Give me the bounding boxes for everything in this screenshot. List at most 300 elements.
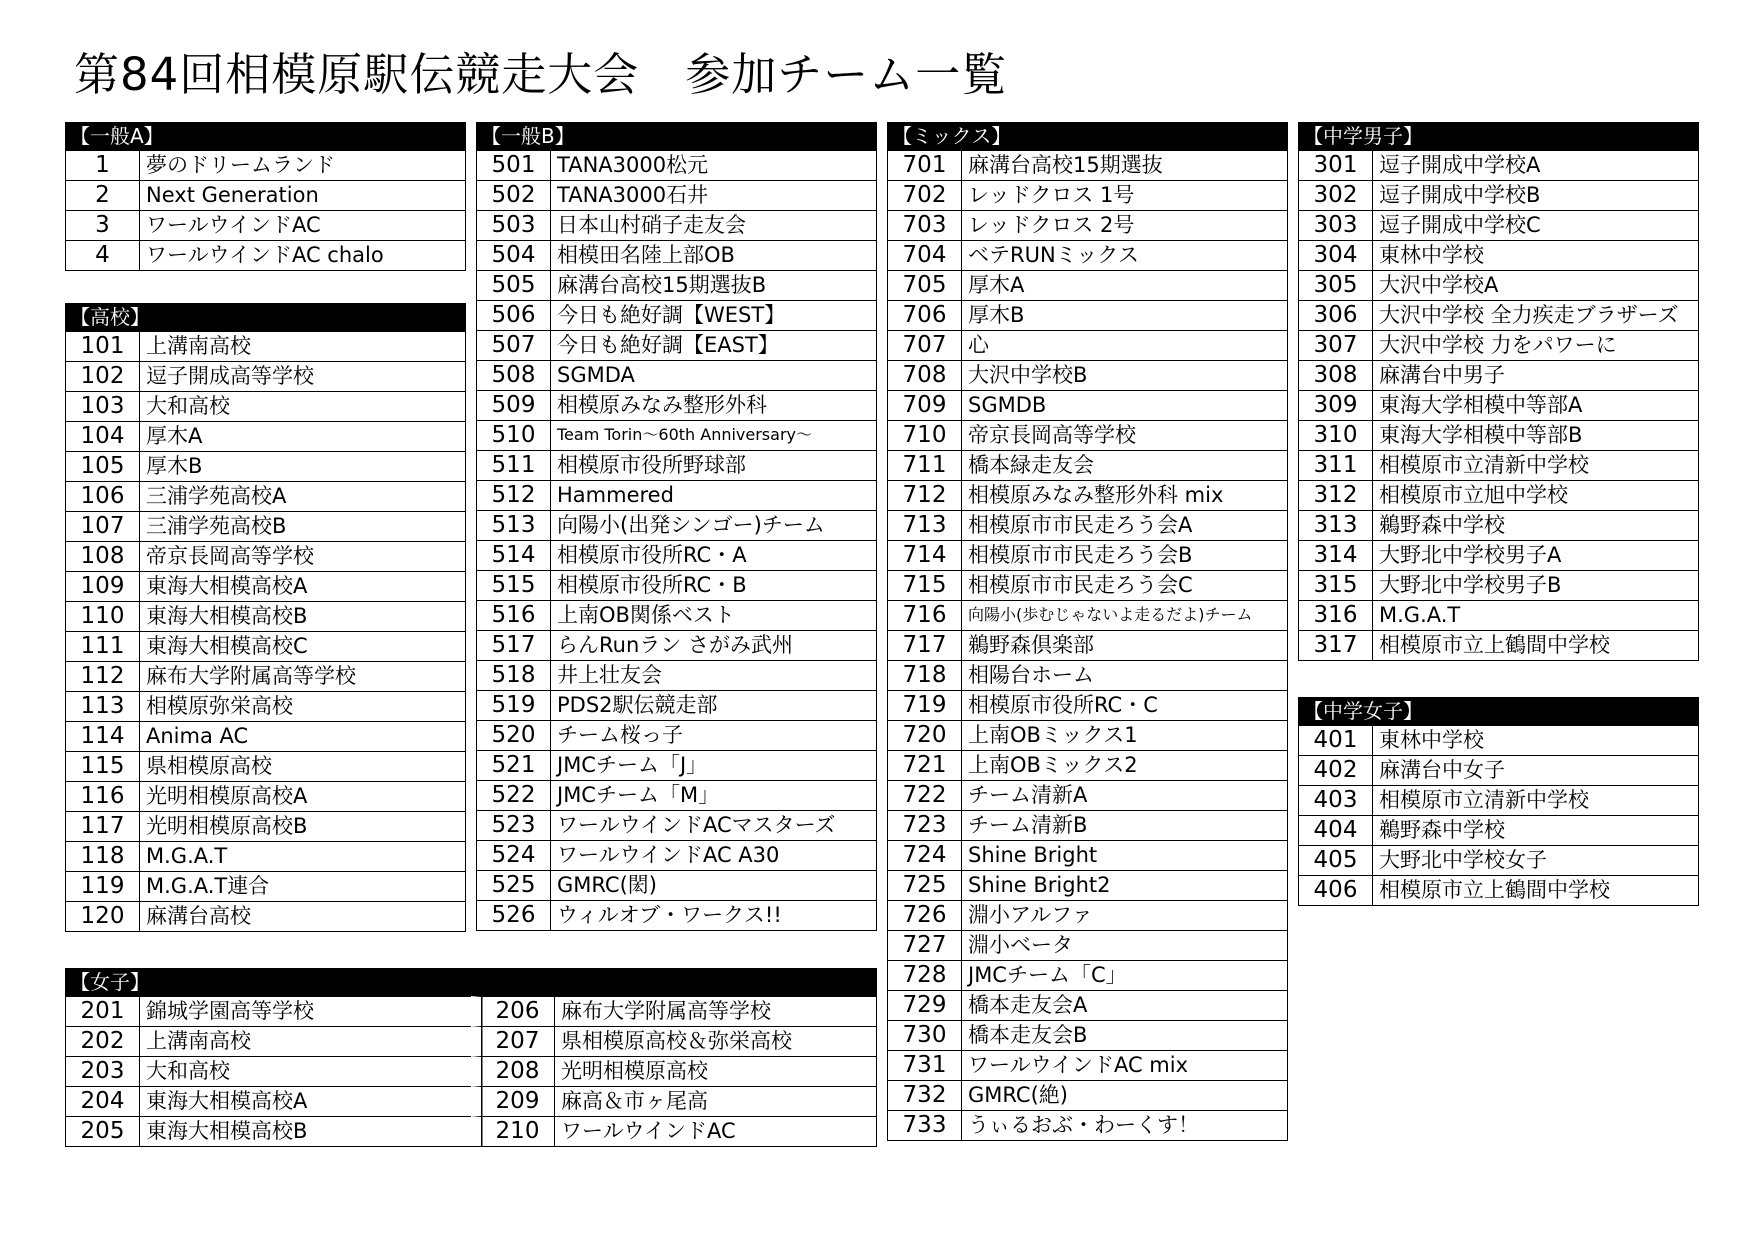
team-number: 515 xyxy=(477,571,551,600)
team-row xyxy=(888,150,1287,180)
team-number: 102 xyxy=(66,362,140,391)
team-row xyxy=(888,750,1287,780)
team-number: 111 xyxy=(66,632,140,661)
team-number: 104 xyxy=(66,422,140,451)
team-row xyxy=(477,180,876,210)
team-number: 712 xyxy=(888,481,962,510)
team-number: 505 xyxy=(477,271,551,300)
team-row xyxy=(66,1056,471,1086)
section-header: 【中学女子】 xyxy=(1299,698,1698,725)
team-row xyxy=(66,210,465,240)
team-name: 相模原市立上鶴間中学校 xyxy=(1379,878,1610,902)
team-row xyxy=(888,930,1287,960)
team-row xyxy=(477,270,876,300)
team-name: 橋本緑走友会 xyxy=(968,453,1094,477)
team-number: 201 xyxy=(66,997,140,1026)
team-row xyxy=(1299,210,1698,240)
team-number: 508 xyxy=(477,361,551,390)
team-number: 119 xyxy=(66,872,140,901)
team-row xyxy=(1299,270,1698,300)
team-name: 県相模原高校 xyxy=(146,754,272,778)
team-name: 相模原市市民走ろう会C xyxy=(968,573,1193,597)
team-number: 209 xyxy=(481,1087,555,1116)
team-name: 相陽台ホーム xyxy=(968,663,1094,687)
team-number: 302 xyxy=(1299,181,1373,210)
team-name: JMCチーム「M」 xyxy=(557,783,720,807)
team-name: 向陽小(出発シンゴー)チーム xyxy=(557,513,825,537)
section-mix xyxy=(887,122,1288,1141)
team-name: 大野北中学校女子 xyxy=(1379,848,1547,872)
team-row xyxy=(1299,785,1698,815)
section-header: 【中学男子】 xyxy=(1299,123,1698,150)
team-number: 713 xyxy=(888,511,962,540)
team-row xyxy=(477,300,876,330)
team-number: 711 xyxy=(888,451,962,480)
team-row xyxy=(477,570,876,600)
team-name: Hammered xyxy=(557,483,674,507)
team-number: 3 xyxy=(66,211,140,240)
team-name: レッドクロス 2号 xyxy=(968,213,1135,237)
team-name: チーム桜っ子 xyxy=(557,723,683,747)
team-row xyxy=(66,1116,471,1146)
team-row xyxy=(888,1020,1287,1050)
team-name: 逗子開成中学校B xyxy=(1379,183,1541,207)
team-name: 鵜野森倶楽部 xyxy=(968,633,1094,657)
team-number: 722 xyxy=(888,781,962,810)
section-joshi xyxy=(65,968,877,1147)
team-row xyxy=(1299,600,1698,630)
team-name: 東海大相模高校A xyxy=(146,1089,308,1113)
team-row xyxy=(888,1050,1287,1080)
team-name: GMRC(閎) xyxy=(557,873,657,897)
team-number: 729 xyxy=(888,991,962,1020)
team-row xyxy=(477,900,876,930)
team-number: 710 xyxy=(888,421,962,450)
team-name: チーム清新A xyxy=(968,783,1088,807)
team-number: 110 xyxy=(66,602,140,631)
team-name: 相模原市立旭中学校 xyxy=(1379,483,1568,507)
team-name: 逗子開成高等学校 xyxy=(146,364,314,388)
team-number: 524 xyxy=(477,841,551,870)
team-row xyxy=(477,690,876,720)
team-number: 118 xyxy=(66,842,140,871)
team-row xyxy=(1299,420,1698,450)
team-row xyxy=(888,420,1287,450)
team-row xyxy=(66,451,465,481)
team-number: 506 xyxy=(477,301,551,330)
team-name: 東海大学相模中等部A xyxy=(1379,393,1583,417)
team-name: 上南OBミックス2 xyxy=(968,753,1138,777)
team-name: 相模原市立清新中学校 xyxy=(1379,788,1589,812)
team-number: 517 xyxy=(477,631,551,660)
team-number: 702 xyxy=(888,181,962,210)
team-number: 714 xyxy=(888,541,962,570)
team-name: 向陽小(歩むじゃないよ走るだよ)チーム xyxy=(968,605,1253,624)
team-number: 724 xyxy=(888,841,962,870)
team-name: 相模原市立清新中学校 xyxy=(1379,453,1589,477)
team-name: 麻溝台高校 xyxy=(146,904,251,928)
section-chugaku-joshi xyxy=(1298,697,1699,906)
team-row xyxy=(471,1056,876,1086)
team-row xyxy=(1299,570,1698,600)
team-row xyxy=(888,390,1287,420)
team-number: 725 xyxy=(888,871,962,900)
team-name: 夢のドリームランド xyxy=(146,153,335,177)
team-number: 208 xyxy=(481,1057,555,1086)
team-number: 108 xyxy=(66,542,140,571)
team-number: 512 xyxy=(477,481,551,510)
team-number: 106 xyxy=(66,482,140,511)
team-number: 727 xyxy=(888,931,962,960)
team-name: ワールウインドAC mix xyxy=(968,1053,1189,1077)
team-number: 501 xyxy=(477,151,551,180)
team-row xyxy=(888,510,1287,540)
team-row xyxy=(888,450,1287,480)
team-row xyxy=(888,1110,1287,1140)
team-row xyxy=(1299,845,1698,875)
team-row xyxy=(66,240,465,270)
team-name: 相模原市役所野球部 xyxy=(557,453,746,477)
team-row xyxy=(66,751,465,781)
section-ippan-b xyxy=(476,122,877,931)
team-number: 708 xyxy=(888,361,962,390)
team-name: 東林中学校 xyxy=(1379,243,1484,267)
team-name: 光明相模原高校A xyxy=(146,784,308,808)
team-row xyxy=(66,361,465,391)
team-name: 帝京長岡高等学校 xyxy=(968,423,1136,447)
team-name: 淵小アルファ xyxy=(968,903,1093,927)
team-number: 704 xyxy=(888,241,962,270)
team-number: 404 xyxy=(1299,816,1373,845)
team-name: Team Torin～60th Anniversary～ xyxy=(557,425,812,444)
team-name: 東海大相模高校C xyxy=(146,634,308,658)
team-name: 麻高＆市ヶ尾高 xyxy=(561,1089,708,1113)
team-name: 東林中学校 xyxy=(1379,728,1484,752)
team-number: 313 xyxy=(1299,511,1373,540)
team-row xyxy=(1299,875,1698,905)
team-number: 509 xyxy=(477,391,551,420)
team-row xyxy=(471,1116,876,1146)
team-number: 723 xyxy=(888,811,962,840)
section-header: 【一般B】 xyxy=(477,123,876,150)
team-name: 大野北中学校男子B xyxy=(1379,573,1562,597)
team-row xyxy=(888,210,1287,240)
team-number: 731 xyxy=(888,1051,962,1080)
team-number: 701 xyxy=(888,151,962,180)
team-name: 日本山村硝子走友会 xyxy=(557,213,746,237)
team-name: 橋本走友会A xyxy=(968,993,1088,1017)
team-name: M.G.A.T xyxy=(146,844,228,868)
team-row xyxy=(888,810,1287,840)
team-name: M.G.A.T連合 xyxy=(146,874,270,898)
team-row xyxy=(888,570,1287,600)
team-name: JMCチーム「C」 xyxy=(968,963,1127,987)
team-row xyxy=(477,810,876,840)
team-number: 120 xyxy=(66,902,140,931)
team-row xyxy=(888,600,1287,630)
team-number: 116 xyxy=(66,782,140,811)
team-name: 厚木A xyxy=(968,273,1025,297)
team-name: 麻溝台高校15期選抜B xyxy=(557,273,767,297)
team-number: 510 xyxy=(477,421,551,450)
team-row xyxy=(66,901,465,931)
team-number: 207 xyxy=(481,1027,555,1056)
team-row xyxy=(66,331,465,361)
team-row xyxy=(477,600,876,630)
team-name: 大野北中学校男子A xyxy=(1379,543,1562,567)
team-row xyxy=(477,210,876,240)
team-row xyxy=(477,480,876,510)
team-number: 2 xyxy=(66,181,140,210)
team-number: 308 xyxy=(1299,361,1373,390)
team-row xyxy=(888,690,1287,720)
team-number: 105 xyxy=(66,452,140,481)
team-name: 麻溝台中女子 xyxy=(1379,758,1505,782)
team-row xyxy=(66,871,465,901)
team-row xyxy=(1299,630,1698,660)
team-number: 4 xyxy=(66,241,140,270)
team-number: 305 xyxy=(1299,271,1373,300)
team-row xyxy=(66,721,465,751)
team-row xyxy=(477,750,876,780)
team-row xyxy=(1299,450,1698,480)
team-name: 県相模原高校＆弥栄高校 xyxy=(561,1029,792,1053)
team-row xyxy=(888,1080,1287,1110)
team-row xyxy=(477,840,876,870)
team-row xyxy=(1299,390,1698,420)
team-row xyxy=(1299,480,1698,510)
team-name: らんRunラン さがみ武州 xyxy=(557,633,793,657)
team-name: TANA3000松元 xyxy=(557,153,709,177)
team-name: Anima AC xyxy=(146,724,249,748)
team-row xyxy=(888,990,1287,1020)
section-chugaku-danshi xyxy=(1298,122,1699,661)
team-name: 東海大相模高校B xyxy=(146,604,308,628)
team-number: 101 xyxy=(66,332,140,361)
team-name: 麻布大学附属高等学校 xyxy=(561,999,771,1023)
team-row xyxy=(471,1026,876,1056)
team-number: 715 xyxy=(888,571,962,600)
team-row xyxy=(66,1086,471,1116)
team-row xyxy=(888,270,1287,300)
team-name: PDS2駅伝競走部 xyxy=(557,693,718,717)
team-name: SGMDA xyxy=(557,363,635,387)
team-row xyxy=(888,630,1287,660)
team-number: 117 xyxy=(66,812,140,841)
team-name: 錦城学園高等学校 xyxy=(146,999,314,1023)
team-number: 316 xyxy=(1299,601,1373,630)
team-number: 514 xyxy=(477,541,551,570)
team-number: 726 xyxy=(888,901,962,930)
team-number: 518 xyxy=(477,661,551,690)
team-name: ワールウインドAC xyxy=(561,1119,736,1143)
team-name: 相模原市役所RC・B xyxy=(557,573,747,597)
team-name: 三浦学苑高校A xyxy=(146,484,287,508)
team-row xyxy=(1299,240,1698,270)
team-name: JMCチーム「J」 xyxy=(557,753,708,777)
team-row xyxy=(66,601,465,631)
team-name: うぃるおぶ・わーくす！ xyxy=(968,1113,1199,1137)
team-row xyxy=(66,481,465,511)
team-name: 相模田名陸上部OB xyxy=(557,243,735,267)
team-name: 上溝南高校 xyxy=(146,334,251,358)
team-name: 井上壮友会 xyxy=(557,663,662,687)
team-number: 309 xyxy=(1299,391,1373,420)
team-name: 相模原市役所RC・C xyxy=(968,693,1158,717)
team-number: 205 xyxy=(66,1117,140,1146)
team-name: M.G.A.T xyxy=(1379,603,1461,627)
team-name: 大和高校 xyxy=(146,394,230,418)
team-name: SGMDB xyxy=(968,393,1047,417)
team-name: 鵜野森中学校 xyxy=(1379,513,1505,537)
team-row xyxy=(1299,510,1698,540)
team-row xyxy=(477,150,876,180)
team-row xyxy=(66,691,465,721)
team-name: 大沢中学校B xyxy=(968,363,1088,387)
team-row xyxy=(477,240,876,270)
team-number: 109 xyxy=(66,572,140,601)
team-number: 210 xyxy=(481,1117,555,1146)
team-number: 317 xyxy=(1299,631,1373,660)
team-number: 721 xyxy=(888,751,962,780)
team-row xyxy=(477,390,876,420)
team-name: 大沢中学校A xyxy=(1379,273,1499,297)
team-number: 303 xyxy=(1299,211,1373,240)
team-name: 逗子開成中学校C xyxy=(1379,213,1541,237)
team-number: 716 xyxy=(888,601,962,630)
team-row xyxy=(477,660,876,690)
team-name: Shine Bright2 xyxy=(968,873,1111,897)
team-name: ワールウインドAC chalo xyxy=(146,243,384,267)
team-name: 麻布大学附属高等学校 xyxy=(146,664,356,688)
team-row xyxy=(888,840,1287,870)
team-number: 406 xyxy=(1299,876,1373,905)
team-name: 今日も絶好調【EAST】 xyxy=(557,333,779,357)
team-number: 304 xyxy=(1299,241,1373,270)
section-header: 【ミックス】 xyxy=(888,123,1287,150)
team-name: ウィルオブ・ワークス!! xyxy=(557,903,782,927)
team-row xyxy=(888,300,1287,330)
team-row xyxy=(477,360,876,390)
team-row xyxy=(66,150,465,180)
team-number: 511 xyxy=(477,451,551,480)
team-row xyxy=(66,631,465,661)
team-name: 淵小ベータ xyxy=(968,933,1073,957)
team-name: 麻溝台高校15期選抜 xyxy=(968,153,1163,177)
team-name: Next Generation xyxy=(146,183,319,207)
team-name: 相模原みなみ整形外科 mix xyxy=(968,483,1224,507)
team-name: GMRC(絶) xyxy=(968,1083,1068,1107)
team-number: 707 xyxy=(888,331,962,360)
team-row xyxy=(66,781,465,811)
team-row xyxy=(66,661,465,691)
team-row xyxy=(66,811,465,841)
team-number: 730 xyxy=(888,1021,962,1050)
team-row xyxy=(1299,330,1698,360)
team-name: ワールウインドAC xyxy=(146,213,321,237)
team-name: 厚木B xyxy=(146,454,203,478)
team-name: 光明相模原高校 xyxy=(561,1059,708,1083)
team-number: 719 xyxy=(888,691,962,720)
team-row xyxy=(477,420,876,450)
team-name: 大和高校 xyxy=(146,1059,230,1083)
team-name: 上南OBミックス1 xyxy=(968,723,1138,747)
team-row xyxy=(1299,360,1698,390)
team-number: 718 xyxy=(888,661,962,690)
team-row xyxy=(1299,180,1698,210)
team-row xyxy=(1299,540,1698,570)
team-name: TANA3000石井 xyxy=(557,183,709,207)
team-number: 103 xyxy=(66,392,140,421)
team-number: 403 xyxy=(1299,786,1373,815)
team-number: 112 xyxy=(66,662,140,691)
team-name: 逗子開成中学校A xyxy=(1379,153,1541,177)
team-number: 507 xyxy=(477,331,551,360)
team-number: 301 xyxy=(1299,151,1373,180)
team-row xyxy=(477,330,876,360)
team-name: チーム清新B xyxy=(968,813,1088,837)
team-row xyxy=(888,330,1287,360)
team-row xyxy=(471,1086,876,1116)
team-number: 703 xyxy=(888,211,962,240)
team-row xyxy=(888,480,1287,510)
team-row xyxy=(66,180,465,210)
team-row xyxy=(888,960,1287,990)
team-name: 光明相模原高校B xyxy=(146,814,308,838)
team-number: 502 xyxy=(477,181,551,210)
team-name: 厚木A xyxy=(146,424,203,448)
section-header: 【高校】 xyxy=(66,304,465,331)
team-row xyxy=(66,571,465,601)
team-number: 203 xyxy=(66,1057,140,1086)
team-number: 107 xyxy=(66,512,140,541)
team-name: 大沢中学校 全力疾走ブラザーズ xyxy=(1379,303,1679,327)
team-name: 鵜野森中学校 xyxy=(1379,818,1505,842)
team-row xyxy=(66,391,465,421)
team-name: ベテRUNミックス xyxy=(968,243,1140,267)
team-row xyxy=(1299,300,1698,330)
team-number: 523 xyxy=(477,811,551,840)
team-number: 202 xyxy=(66,1027,140,1056)
team-row xyxy=(66,421,465,451)
team-number: 314 xyxy=(1299,541,1373,570)
team-number: 113 xyxy=(66,692,140,721)
page-title: 第84回相模原駅伝競走大会 参加チーム一覧 xyxy=(74,48,1008,101)
team-number: 307 xyxy=(1299,331,1373,360)
team-number: 709 xyxy=(888,391,962,420)
team-row xyxy=(477,540,876,570)
team-name: 上南OB関係ベスト xyxy=(557,603,735,627)
team-number: 525 xyxy=(477,871,551,900)
team-row xyxy=(888,720,1287,750)
team-name: 東海大相模高校B xyxy=(146,1119,308,1143)
team-row xyxy=(66,511,465,541)
team-number: 521 xyxy=(477,751,551,780)
team-number: 405 xyxy=(1299,846,1373,875)
team-name: 厚木B xyxy=(968,303,1025,327)
team-row xyxy=(888,900,1287,930)
section-header: 【女子】 xyxy=(66,969,876,996)
team-row xyxy=(888,540,1287,570)
team-name: ワールウインドAC A30 xyxy=(557,843,780,867)
team-row xyxy=(477,510,876,540)
team-name: 相模原市市民走ろう会A xyxy=(968,513,1193,537)
team-name: 東海大学相模中等部B xyxy=(1379,423,1583,447)
team-row xyxy=(66,541,465,571)
team-number: 402 xyxy=(1299,756,1373,785)
team-number: 311 xyxy=(1299,451,1373,480)
team-name: 相模原みなみ整形外科 xyxy=(557,393,767,417)
